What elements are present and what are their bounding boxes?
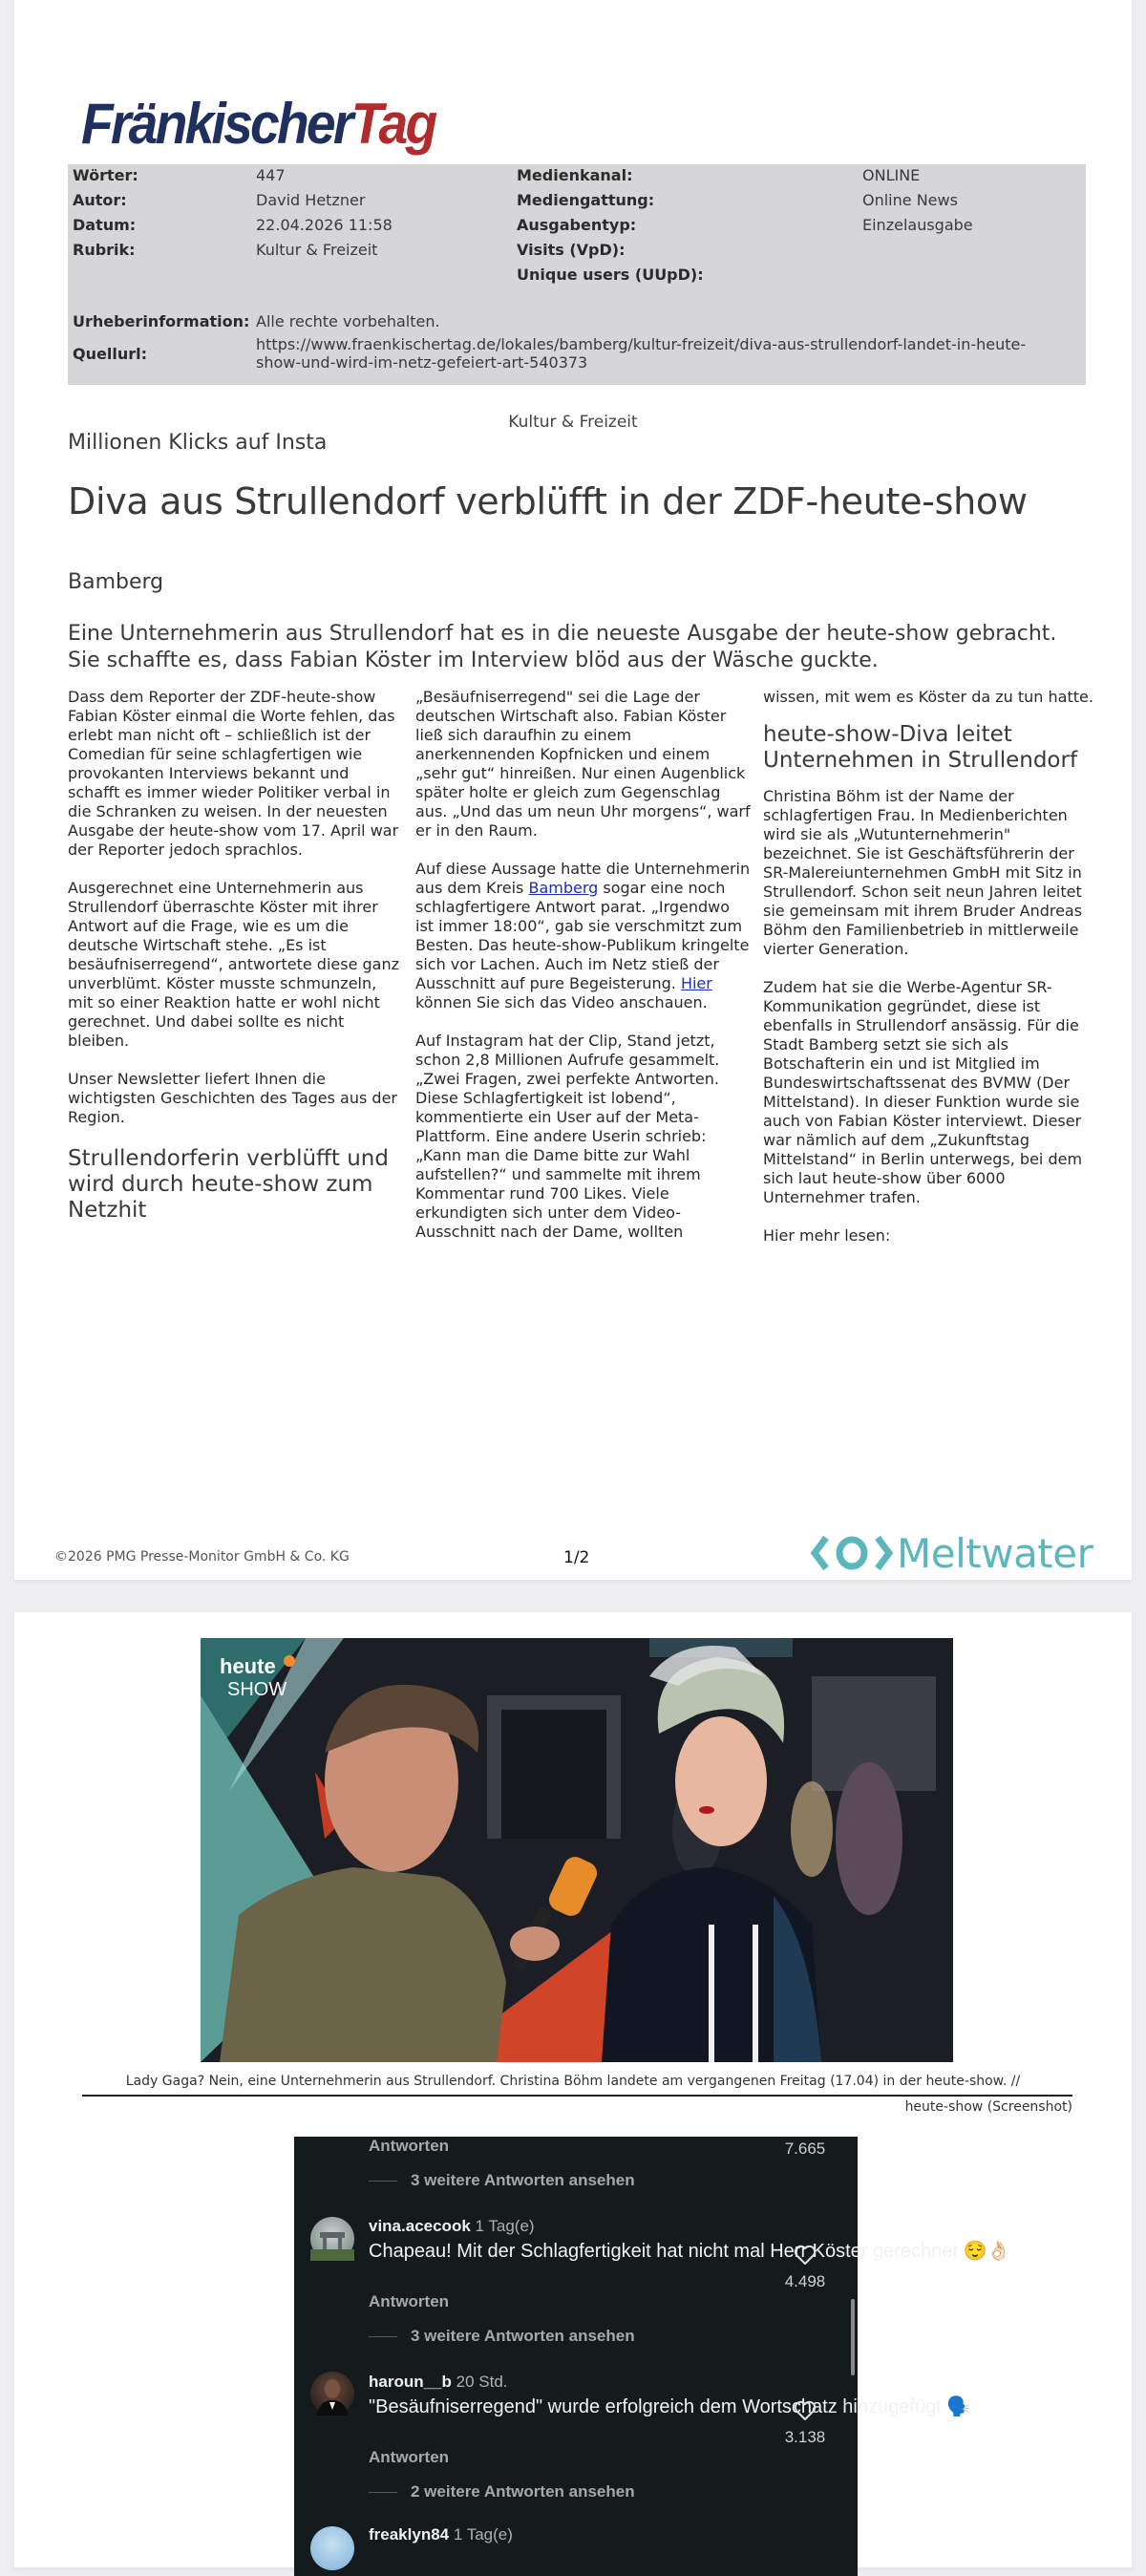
meltwater-mark-icon [813,1534,891,1572]
document-page-1 [14,0,1132,1580]
rubric-label: Kultur & Freizeit [508,413,638,432]
reply-button[interactable]: Antworten [369,2137,450,2155]
meta-key: Ausgabentyp: [517,216,637,234]
meta-key: Quellurl: [73,345,147,363]
meta-value-media-type: Online News [862,191,958,209]
avatar[interactable] [310,2217,354,2261]
photo-credit: heute-show (Screenshot) [904,2099,1072,2115]
comment-author[interactable] [369,2525,513,2544]
article-photo [201,1638,953,2062]
subheading: Strullendorferin verblüfft und wird durch heute-show zum Netzhit [68,1146,389,1223]
publication-logo [81,84,435,156]
like-count: 3.138 [784,2428,826,2446]
comment-text: "Besäufniserregend" wurde erfolgreich dem Wortschatz hinzugefügt 🗣️ [369,2396,971,2417]
meta-value-edition-type: Einzelausgabe [862,216,973,234]
comment-time: 1 Tag(e) [453,2525,513,2544]
meta-key: Urheberinformation: [73,312,250,330]
show-logo-bottom: SHOW [227,1679,287,1700]
heart-icon[interactable] [772,2400,838,2426]
source-url-link[interactable]: https://www.fraenkischertag.de/lokales/bamberg/kultur-freizeit/diva-aus-strullendorf-landet-in-heute- [256,335,1027,353]
metadata-box [68,164,1086,385]
meta-value-words: 447 [256,166,286,184]
article-headline: Diva aus Strullendorf verblüfft in der ZDF-heute-show [68,480,1028,522]
reply-button[interactable]: Antworten [369,2448,450,2466]
logo-part-1: Fränkischer [81,92,351,156]
video-link[interactable]: Hier [680,974,712,992]
comment-time: 20 Std. [456,2373,508,2391]
paragraph: Zudem hat sie die Werbe-Agentur SR-Kommunikation gegründet, diese ist ebenfalls in Strullendorf ansässig. Für die Stadt Bamberg setzt sie sich als Botschafterin ein und ist Mitglied im Bundeswirtschaftssenat des BVMW (Der Mittelstand). In dieser Funktion wurde sie auch von Fabian Köster interviewt. Dieser war nämlich auf dem „Zukunftstag Mittelstand“ in Berlin unterwegs, bei dem sich laut heute-show über 6000 Unternehmer trafen. [763,978,1083,1206]
meltwater-wordmark: Meltwater [897,1529,1093,1577]
source-url-link-cont[interactable]: show-und-wird-im-netz-gefeiert-art-540373 [256,353,588,372]
article-lead: Eine Unternehmerin aus Strullendorf hat es in die neueste Ausgabe der heute-show gebracht. Sie schaffte es, dass Fabian Köster im Interview blöd aus der Wäsche guckte. [68,622,1057,672]
view-more-label: 2 weitere Antworten ansehen [411,2482,635,2501]
page-number: 1/2 [563,1548,590,1567]
meltwater-logo [813,1529,1093,1577]
reply-button[interactable]: Antworten [369,2292,450,2310]
meta-key: Autor: [73,191,127,209]
meta-key: Mediengattung: [517,191,655,209]
show-logo-top: heute [220,1654,276,1678]
article-kicker: Millionen Klicks auf Insta [68,431,328,455]
bamberg-link[interactable]: Bamberg [528,879,599,897]
meta-value-copyright: Alle rechte vorbehalten. [256,312,440,330]
paragraph: wissen, mit wem es Köster da zu tun hatte. [763,688,1093,706]
paragraph [415,860,752,1012]
view-more-label: 3 weitere Antworten ansehen [411,2171,635,2189]
logo-part-2: Tag [350,92,435,156]
meta-value-author: David Hetzner [256,191,366,209]
paragraph: Ausgerechnet eine Unternehmerin aus Strullendorf überraschte Köster mit ihrer Antwort auf die Frage, wie es um die deutsche Wirtschaft stehe. „Es ist besäufniserregend“, antwortete diese ganz unverblümt. Köster musste schmunzeln, mit so einer Reaktion hatte er wohl nicht gerechnet. Und dabei sollte es nicht bleiben. [68,879,400,1050]
meta-key: Wörter: [73,166,138,184]
caption-divider [82,2095,1072,2097]
view-more-replies[interactable] [369,2327,635,2346]
meta-key: Rubrik: [73,241,136,259]
photo-caption: Lady Gaga? Nein, eine Unternehmerin aus Strullendorf. Christina Böhm landete am vergangenen Freitag (17.04) in der heute-show. // [125,2074,1021,2089]
meta-value-date: 22.04.2026 11:58 [256,216,393,234]
like-count: 7.665 [784,2140,826,2158]
text: sogar eine noch schlagfertigere Antwort parat. „Irgendwo ist immer 18:00“, gab sie verschmitzt zum Besten. Das heute-show-Publikum kringelte sich vor Lachen. Auch im Netz stieß der Ausschnitt auf pure Begeisterung. [415,879,750,992]
username[interactable]: freaklyn84 [369,2525,450,2544]
article-column-3 [763,688,1099,1265]
article-location: Bamberg [68,570,164,594]
meta-value-rubric: Kultur & Freizeit [256,241,378,259]
view-more-replies[interactable] [369,2171,635,2190]
paragraph: Unser Newsletter liefert Ihnen die wichtigsten Geschichten des Tages aus der Region. [68,1070,397,1126]
meta-key: Medienkanal: [517,166,633,184]
paragraph: Dass dem Reporter der ZDF-heute-show Fabian Köster einmal die Worte fehlen, das erlebt man nicht oft – schließlich ist der Comedian für seine schlagfertigen wie provokanten Interviews bekannt und schafft es immer wieder Politiker verbal in die Schranken zu weisen. In der neuesten Ausgabe der heute-show vom 17. April war der Reporter jedoch sprachlos. [68,688,399,859]
article-column-1 [68,688,404,1237]
heart-icon[interactable] [772,2245,838,2270]
subheading: heute-show-Diva leitet Unternehmen in Strullendorf [763,722,1078,773]
meta-key: Visits (VpD): [517,241,626,259]
comment-author[interactable] [369,2373,508,2392]
text: können Sie sich das Video anschauen. [415,993,708,1011]
footer-copyright: ©2026 PMG Presse-Monitor GmbH & Co. KG [54,1549,350,1565]
avatar[interactable] [310,2526,354,2570]
paragraph: Hier mehr lesen: [763,1226,891,1245]
text: Auf diese Aussage hatte die Unternehmerin aus dem Kreis [415,860,751,897]
view-more-label: 3 weitere Antworten ansehen [411,2327,635,2345]
meta-key: Unique users (UUpD): [517,266,704,284]
like-count: 4.498 [784,2272,826,2290]
document-page-2 [14,1612,1132,2567]
meta-key: Datum: [73,216,137,234]
paragraph: „Besäufniserregend" sei die Lage der deutschen Wirtschaft also. Fabian Köster ließ sich daraufhin zu einem anerkennenden Kopfnicken und einem „sehr gut“ hinreißen. Nur einen Augenblick später holte er gleich zum Gegenschlag aus. „Und das um neun Uhr morgens“, warf er in den Raum. [415,688,751,840]
username[interactable]: haroun__b [369,2373,452,2391]
comment-time: 1 Tag(e) [475,2217,535,2235]
username[interactable]: vina.acecook [369,2217,471,2235]
scrollbar[interactable] [851,2299,855,2375]
article-column-2 [415,688,752,1261]
view-more-replies[interactable] [369,2482,635,2501]
paragraph: Auf Instagram hat der Clip, Stand jetzt, schon 2,8 Millionen Aufrufe gesammelt. „Zwei Fragen, zwei perfekte Antworten. Diese Schlagfertigkeit ist lobend“, kommentierte ein User auf der Meta-Plattform. Eine andere Userin schrieb: „Kann man die Dame bitte zur Wahl aufstellen?“ und sammelte mit ihrem Kommentar rund 700 Likes. Viele erkundigten sich unter dem Video-Ausschnitt nach der Dame, wollten [415,1032,720,1241]
comment-text: Chapeau! Mit der Schlagfertigkeit hat nicht mal Herr Köster gerechnet 😌👌🏻 [369,2241,1011,2262]
meta-value-channel: ONLINE [862,166,921,184]
paragraph: Christina Böhm ist der Name der schlagfertigen Frau. In Medienberichten wird sie als „Wutunternehmerin" bezeichnet. Sie ist Geschäftsführerin der SR-Malereiunternehmen GmbH mit Sitz in Strullendorf. Schon seit neun Jahren leitet sie gemeinsam mit ihrem Bruder Andreas Böhm den Familienbetrieb in mittlerweile vierter Generation. [763,787,1083,958]
comment-author[interactable] [369,2217,535,2236]
avatar[interactable] [310,2372,354,2416]
instagram-comments-screenshot [294,2137,1011,2576]
